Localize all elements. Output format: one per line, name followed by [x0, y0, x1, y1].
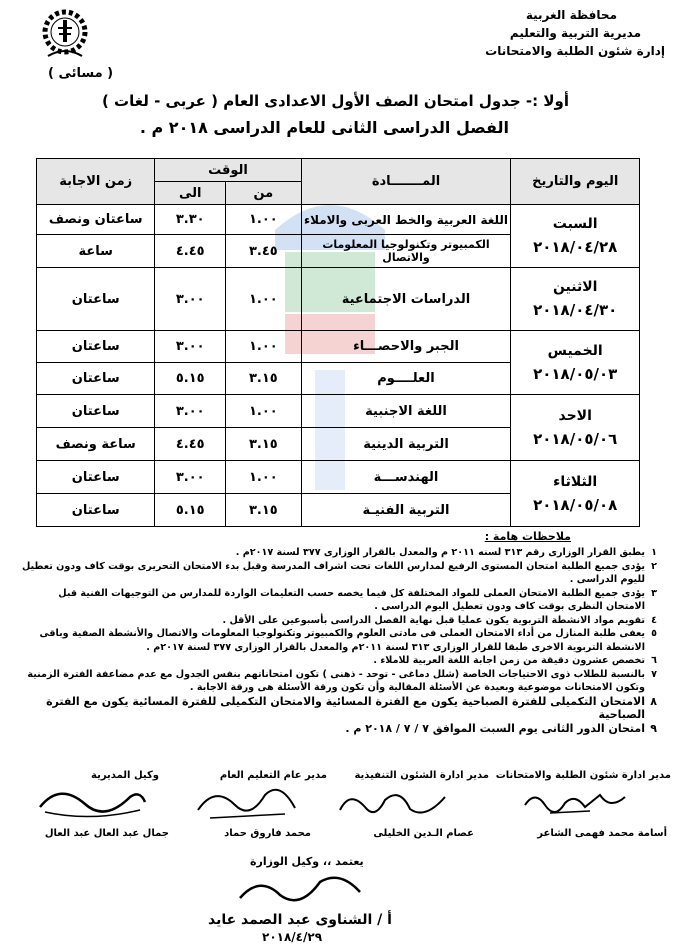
- approval-date: ٢٠١٨/٤/٢٩: [262, 930, 323, 944]
- from-cell: ٣.١٥: [226, 363, 302, 395]
- signature-scribble-icon: [230, 870, 370, 910]
- note-item: ٨ الامتحان التكميلى للفترة الصباحية يكون مع الفترة المسائية والامتحان التكميلى للفترة المسائية يكون مع الفترة الصباحية: [46, 694, 657, 721]
- to-cell: ٣.٠٠: [155, 331, 226, 363]
- note-item: ٥ يعفى طلبة المنازل من أداء الامتحان العملى فى مادتى العلوم والكمبيوتر وتكنولوجيا المعلومات والاتصال والأنشطة الصفية وباقى الانشطة التربوية الاخرى طبقا للقرار الوزارى ٣١٣ لسنة ٢٠١١م والمعدل بالقرار الوزارى ٣٧٧ لسنة ٢٠١٧م .: [39, 628, 657, 653]
- subject-cell: اللغة العربية والخط العربى والاملاء: [301, 205, 511, 235]
- exam-subtitle: الفصل الدراسى الثانى للعام الدراسى ٢٠١٨ م .: [139, 118, 509, 137]
- signature-name-executive-affairs: عصام الـدين الخليلى: [373, 828, 474, 839]
- duration-cell: ساعتان: [37, 363, 155, 395]
- to-cell: ٤.٤٥: [155, 235, 226, 268]
- duration-cell: ساعتان: [37, 494, 155, 527]
- notes-title: ملاحظات هامة :: [484, 530, 571, 543]
- day-date: ٢٠١٨/٠٤/٢٨: [533, 238, 618, 256]
- day-name: السبت: [552, 216, 598, 232]
- signature-scribble-icon: [330, 785, 450, 825]
- notes-list: [17, 546, 657, 735]
- duration-cell: ساعتان: [37, 461, 155, 494]
- table-row: [37, 205, 640, 235]
- day-name: الخميس: [547, 342, 603, 359]
- signature-name-general-education: محمد فاروق حماد: [224, 828, 311, 839]
- note-item: ٤ تقويم مواد الانشطة التربوية يكون عمليا قبل نهاية الفصل الدراسى بأسبوعين على الأقل .: [222, 614, 657, 626]
- day-cell: [511, 395, 640, 461]
- table-row: [37, 395, 640, 428]
- from-cell: ٣.١٥: [226, 428, 302, 461]
- note-item: ٦ تخصص عشرون دقيقة من زمن اجابة اللغة العربية للاملاء .: [373, 655, 657, 666]
- day-cell: [511, 461, 640, 527]
- note-item: ٣ يؤدى جميع الطلبة الامتحان العملى للمواد المختلفة كل فيما يخصه حسب التعليمات الواردة للمدارس من التوجيهات الفنية قبل الامتحان النظرى بوقت كاف ودون تعطيل اليوم الدراسى .: [58, 587, 657, 612]
- note-item: ٧ بالنسبة للطلاب ذوى الاحتياجات الخاصة (شلل دماغى - توحد - ذهنى ) تكون امتحاناتهم بنفس الجدول مع عدم مضاعفة الفترة الزمنية وتكون الامتحانات موضوعية وبعيدة عن الأسئلة المقالية وأن تكون ورقة الأسئلة هى ورقة الاجابة .: [27, 668, 657, 693]
- day-date: ٢٠١٨/٠٥/٠٨: [533, 495, 618, 514]
- from-cell: ١.٠٠: [226, 268, 302, 331]
- day-date: ٢٠١٨/٠٤/٣٠: [533, 301, 618, 319]
- signature-title-general-education: مدير عام التعليم العام: [219, 770, 327, 781]
- exam-title: أولا :- جدول امتحان الصف الأول الاعدادى العام ( عربى - لغات ): [101, 92, 569, 110]
- duration-cell: ساعتان ونصف: [37, 205, 155, 235]
- signature-title-students-affairs: مدير ادارة شئون الطلبة والامتحانات: [495, 770, 671, 781]
- to-cell: ٣.٣٠: [155, 205, 226, 235]
- exam-schedule-table: [36, 158, 640, 527]
- directorate-label: مديرية التربية والتعليم: [509, 26, 641, 40]
- subject-cell: اللغة الاجنبية: [301, 395, 511, 428]
- to-cell: ٤.٤٥: [155, 428, 226, 461]
- signature-title-deputy-directorate: وكيل المديرية: [91, 770, 159, 781]
- header-to: الى: [155, 182, 226, 205]
- subject-cell: العلــــوم: [301, 363, 511, 395]
- header-subject: المـــــــادة: [301, 159, 511, 205]
- subject-cell: التربية الدينية: [301, 428, 511, 461]
- signature-name-deputy-directorate: جمال عبد العال عبد العال: [44, 828, 169, 839]
- from-cell: ١.٠٠: [226, 461, 302, 494]
- duration-cell: ساعتان: [37, 395, 155, 428]
- shift-label: ( مسائى ): [48, 66, 114, 81]
- to-cell: ٣.٠٠: [155, 395, 226, 428]
- from-cell: ١.٠٠: [226, 395, 302, 428]
- day-date: ٢٠١٨/٠٥/٠٣: [533, 364, 618, 383]
- department-label: إدارة شئون الطلبة والامتحانات: [485, 44, 665, 58]
- signature-scribble-icon: [520, 785, 630, 820]
- governorate-label: محافظة الغربية: [525, 8, 617, 22]
- day-cell: [511, 268, 640, 331]
- note-item: ٢ يؤدى جميع الطلبة امتحان المستوى الرفيع لمدارس اللغات تحت اشراف المدرسة وقبل بدء الامتحان التحريرى بوقت كاف ودون تعطيل لليوم الدراسى .: [21, 560, 657, 585]
- subject-cell: الهندســـة: [301, 461, 511, 494]
- day-cell: [511, 331, 640, 395]
- from-cell: ١.٠٠: [226, 205, 302, 235]
- table-row: [37, 331, 640, 363]
- duration-cell: ساعتان: [37, 268, 155, 331]
- day-date: ٢٠١٨/٠٥/٠٦: [533, 429, 618, 448]
- subject-cell: الجبر والاحصـــاء: [301, 331, 511, 363]
- signature-name-students-affairs: أسامة محمد فهمى الشاعر: [537, 828, 667, 839]
- subject-cell: الكمبيوتر وتكنولوجيا المعلومات والاتصال: [301, 235, 511, 268]
- table-row: [37, 268, 640, 331]
- note-item: ٩ امتحان الدور الثانى يوم السبت الموافق ٧ / ٧ / ٢٠١٨ م .: [345, 721, 657, 735]
- header-duration: زمن الاجابة: [37, 159, 155, 205]
- subject-cell: الدراسات الاجتماعية: [301, 268, 511, 331]
- signature-scribble-icon: [190, 780, 300, 825]
- day-name: الاحد: [558, 407, 592, 424]
- ministry-logo-icon: [40, 8, 90, 63]
- header-time: الوقت: [155, 159, 301, 182]
- signature-title-executive-affairs: مدير ادارة الشئون التنفيذية: [354, 770, 489, 781]
- duration-cell: ساعة ونصف: [37, 428, 155, 461]
- day-name: الاثنين: [552, 279, 598, 295]
- duration-cell: ساعة: [37, 235, 155, 268]
- header-from: من: [226, 182, 302, 205]
- approval-name: أ / الشناوى عبد الصمد عايد: [208, 912, 392, 928]
- note-item: ١ يطبق القرار الوزارى رقم ٣١٣ لسنه ٢٠١١ م والمعدل بالقرار الوزارى ٣٧٧ لسنة ٢٠١٧م .: [235, 547, 657, 558]
- approval-title: يعتمد ،، وكيل الوزارة: [250, 855, 364, 868]
- day-cell: [511, 205, 640, 268]
- to-cell: ٥.١٥: [155, 363, 226, 395]
- day-name: الثلاثاء: [553, 473, 598, 490]
- subject-cell: التربية الفنيـة: [301, 494, 511, 527]
- from-cell: ١.٠٠: [226, 331, 302, 363]
- table-row: [37, 461, 640, 494]
- signature-scribble-icon: [30, 782, 150, 827]
- from-cell: ٣.١٥: [226, 494, 302, 527]
- from-cell: ٣.٤٥: [226, 235, 302, 268]
- header-day: اليوم والتاريخ: [511, 159, 640, 205]
- duration-cell: ساعتان: [37, 331, 155, 363]
- to-cell: ٥.١٥: [155, 494, 226, 527]
- to-cell: ٣.٠٠: [155, 268, 226, 331]
- to-cell: ٣.٠٠: [155, 461, 226, 494]
